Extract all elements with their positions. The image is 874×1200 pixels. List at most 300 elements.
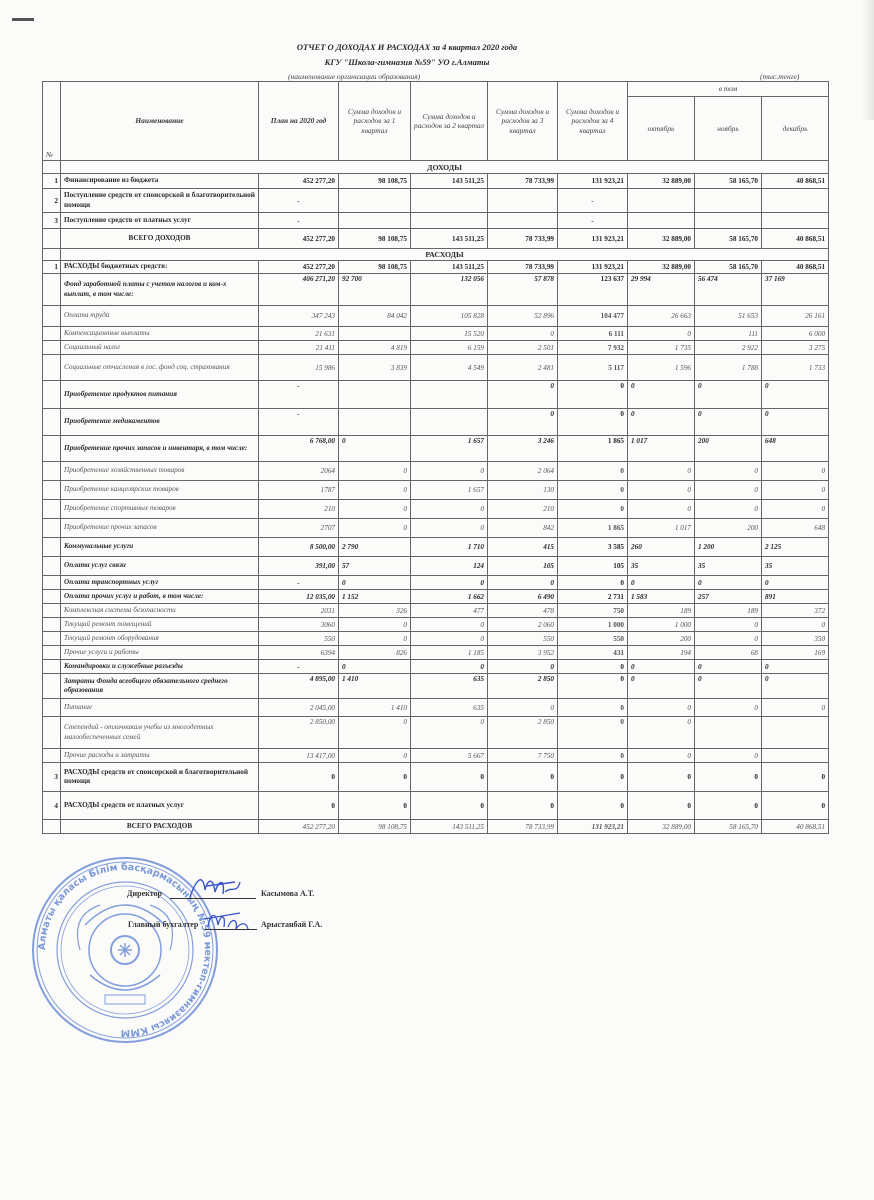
cell-plan: 2 045,00 (259, 699, 339, 717)
table-row (43, 792, 829, 820)
cell-dec: 2 125 (762, 538, 829, 557)
report-table (42, 81, 829, 834)
cell-q2: 0 (411, 519, 488, 538)
header-name: Наименование (61, 82, 259, 161)
row-name: РАСХОДЫ бюджетных средств: (61, 261, 259, 274)
cell-q4: 7 932 (558, 341, 628, 355)
header-no: № (43, 82, 61, 161)
cell-dec: 0 (762, 660, 829, 674)
cell-nov: 0 (695, 792, 762, 820)
cell-q3: 6 490 (488, 590, 558, 604)
cell-nov: 0 (695, 660, 762, 674)
row-name: Затраты Фонда всеобщего обязательного среднего образования (61, 674, 259, 699)
cell-q1: 4 819 (339, 341, 411, 355)
cell-q4: 1 000 (558, 618, 628, 632)
cell-dec: 26 161 (762, 306, 829, 327)
cell-q3: 0 (488, 327, 558, 341)
cell-oct: 32 889,00 (628, 261, 695, 274)
director-label: Директор (127, 889, 162, 898)
cell-plan: - (259, 409, 339, 436)
header-including: в том (628, 82, 829, 97)
cell-oct (628, 213, 695, 229)
accountant-signature (200, 905, 255, 935)
cell-nov: 58 165,70 (695, 261, 762, 274)
cell-q3: 2 850 (488, 717, 558, 749)
row-number: 3 (43, 213, 61, 229)
row-name: Комплексная система безопасности (61, 604, 259, 618)
header-q2: Сумма доходов и расходов за 2 квартал (411, 82, 488, 161)
cell-q1: 0 (339, 763, 411, 792)
cell-q1: 98 108,75 (339, 229, 411, 249)
row-name: Оплата труда (61, 306, 259, 327)
cell-plan: 452 277,20 (259, 229, 339, 249)
row-number: 3 (43, 763, 61, 792)
expense-total-row (43, 820, 829, 834)
cell-nov: 257 (695, 590, 762, 604)
cell-nov: 1 788 (695, 355, 762, 381)
cell-q2: 1 657 (411, 436, 488, 462)
cell-plan: 2707 (259, 519, 339, 538)
cell-q3: 78 733,99 (488, 261, 558, 274)
row-name: Текущий ремонт оборудования (61, 632, 259, 646)
cell-q1: 98 108,75 (339, 261, 411, 274)
cell-q2: 0 (411, 717, 488, 749)
cell-oct: 0 (628, 717, 695, 749)
row-number (43, 820, 61, 834)
stamp-text: Алматы қаласы Білім басқармасының №59 мектеп-гимназиясы КММ (36, 861, 214, 1039)
row-name: Компенсационные выплаты (61, 327, 259, 341)
cell-q4: 0 (558, 699, 628, 717)
table-body (43, 161, 829, 834)
cell-oct: 0 (628, 500, 695, 519)
cell-q2: 105 828 (411, 306, 488, 327)
row-name: Коммунальные услуги (61, 538, 259, 557)
cell-nov: 200 (695, 436, 762, 462)
cell-oct: 0 (628, 381, 695, 409)
cell-dec: 0 (762, 618, 829, 632)
cell-oct: 0 (628, 792, 695, 820)
cell-q3: 0 (488, 381, 558, 409)
cell-q2: 132 056 (411, 274, 488, 306)
cell-q2: 143 511,25 (411, 820, 488, 834)
cell-oct: 1 596 (628, 355, 695, 381)
cell-oct: 1 017 (628, 436, 695, 462)
cell-dec: 35 (762, 557, 829, 576)
cell-q2: 0 (411, 618, 488, 632)
cell-q4: 750 (558, 604, 628, 618)
cell-q1: 98 108,75 (339, 174, 411, 189)
cell-dec: 891 (762, 590, 829, 604)
cell-plan: 2031 (259, 604, 339, 618)
cell-q2: 143 511,25 (411, 174, 488, 189)
cell-q3: 2 060 (488, 618, 558, 632)
cell-q4: 0 (558, 576, 628, 590)
cell-dec: 40 868,51 (762, 229, 829, 249)
cell-q1: 57 (339, 557, 411, 576)
cell-q2: 635 (411, 699, 488, 717)
cell-q3: 52 896 (488, 306, 558, 327)
cell-q3: 78 733,99 (488, 820, 558, 834)
row-name: Приобретение канцелярских товаров (61, 481, 259, 500)
cell-q4: 0 (558, 792, 628, 820)
cell-q3: 78 733,99 (488, 174, 558, 189)
table-row (43, 409, 829, 436)
table-row (43, 519, 829, 538)
cell-dec: 169 (762, 646, 829, 660)
cell-q2: 0 (411, 792, 488, 820)
cell-dec: 0 (762, 409, 829, 436)
cell-q3: 7 750 (488, 749, 558, 763)
cell-q2 (411, 189, 488, 213)
row-name: Прочие услуги и работы (61, 646, 259, 660)
row-number (43, 381, 61, 409)
cell-nov: 0 (695, 632, 762, 646)
cell-oct: 1 735 (628, 341, 695, 355)
cell-plan: - (259, 213, 339, 229)
table-row (43, 660, 829, 674)
cell-oct: 32 889,00 (628, 820, 695, 834)
cell-dec (762, 717, 829, 749)
cell-dec: 40 868,51 (762, 820, 829, 834)
cell-q2: 635 (411, 674, 488, 699)
cell-oct: 189 (628, 604, 695, 618)
header-oct: октябрь (628, 96, 695, 160)
cell-oct: 260 (628, 538, 695, 557)
cell-q4: - (558, 213, 628, 229)
cell-dec: 0 (762, 381, 829, 409)
cell-nov: 58 165,70 (695, 229, 762, 249)
row-name: ВСЕГО ДОХОДОВ (61, 229, 259, 249)
cell-q4: 0 (558, 409, 628, 436)
cell-q4: 0 (558, 462, 628, 481)
table-row (43, 538, 829, 557)
cell-oct: 1 000 (628, 618, 695, 632)
cell-q2 (411, 213, 488, 229)
row-name: Прочие расходы и затраты (61, 749, 259, 763)
cell-nov: 0 (695, 462, 762, 481)
cell-plan: 3060 (259, 618, 339, 632)
table-row (43, 355, 829, 381)
cell-dec: 0 (762, 481, 829, 500)
cell-plan: 452 277,20 (259, 820, 339, 834)
table-row (43, 213, 829, 229)
table-row (43, 174, 829, 189)
cell-q2: 0 (411, 462, 488, 481)
cell-dec: 3 275 (762, 341, 829, 355)
cell-dec: 0 (762, 576, 829, 590)
table-row (43, 481, 829, 500)
table-row (43, 261, 829, 274)
row-number: 1 (43, 261, 61, 274)
cell-nov: 0 (695, 674, 762, 699)
cell-q1 (339, 213, 411, 229)
row-name: Оплата услуг связи (61, 557, 259, 576)
cell-q1 (339, 409, 411, 436)
cell-oct: 0 (628, 660, 695, 674)
row-name: Приобретение медикаментов (61, 409, 259, 436)
row-number (43, 229, 61, 249)
cell-q4: 0 (558, 763, 628, 792)
cell-dec: 40 868,51 (762, 261, 829, 274)
cell-q1: 1 410 (339, 699, 411, 717)
table-row (43, 436, 829, 462)
cell-q1 (339, 381, 411, 409)
cell-plan: 6 768,00 (259, 436, 339, 462)
cell-q2: 1 710 (411, 538, 488, 557)
row-name: Командировки и служебные разъезды (61, 660, 259, 674)
cell-nov: 56 474 (695, 274, 762, 306)
cell-dec (762, 189, 829, 213)
table-row (43, 618, 829, 632)
cell-q4: 0 (558, 381, 628, 409)
row-number (43, 604, 61, 618)
cell-q1: 0 (339, 792, 411, 820)
row-number (43, 500, 61, 519)
director-name: Касымова А.Т. (261, 889, 315, 898)
row-name: Фонд заработной платы с учетом налогов и ком-х выплат, в том числе: (61, 274, 259, 306)
row-number (43, 519, 61, 538)
cell-q2: 0 (411, 576, 488, 590)
director-signature (185, 872, 245, 902)
section-row-expense (43, 249, 829, 261)
cell-nov: 68 (695, 646, 762, 660)
cell-q4: 5 117 (558, 355, 628, 381)
row-name: Питание (61, 699, 259, 717)
table-row (43, 699, 829, 717)
cell-q3: 3 246 (488, 436, 558, 462)
cell-q4: 131 923,21 (558, 820, 628, 834)
cell-q4: 1 865 (558, 436, 628, 462)
cell-oct: 1 583 (628, 590, 695, 604)
cell-q1: 2 790 (339, 538, 411, 557)
cell-q4: - (558, 189, 628, 213)
table-row (43, 500, 829, 519)
table-row (43, 749, 829, 763)
row-number (43, 674, 61, 699)
cell-q4: 0 (558, 674, 628, 699)
row-name: Оплата прочих услуг и работ, в том числе: (61, 590, 259, 604)
row-number: 4 (43, 792, 61, 820)
cell-nov: 0 (695, 409, 762, 436)
header-q3: Сумма доходов и расходов за 3 квартал (488, 82, 558, 161)
cell-plan: 550 (259, 632, 339, 646)
cell-q3: 0 (488, 763, 558, 792)
row-name: Социальные отчисления в гос. фонд соц. страхования (61, 355, 259, 381)
cell-nov: 0 (695, 618, 762, 632)
cell-q2 (411, 409, 488, 436)
cell-q2: 477 (411, 604, 488, 618)
table-row (43, 646, 829, 660)
row-number (43, 717, 61, 749)
cell-nov: 58 165,70 (695, 820, 762, 834)
cell-plan: 2 850,00 (259, 717, 339, 749)
cell-plan: 0 (259, 763, 339, 792)
cell-q3: 78 733,99 (488, 229, 558, 249)
cell-q3: 3 952 (488, 646, 558, 660)
table-row (43, 717, 829, 749)
table-row (43, 274, 829, 306)
table-row (43, 557, 829, 576)
row-number (43, 481, 61, 500)
cell-q2: 0 (411, 632, 488, 646)
row-number (43, 618, 61, 632)
row-name: Приобретение прочих запасов (61, 519, 259, 538)
cell-dec: 0 (762, 763, 829, 792)
cell-q2: 4 549 (411, 355, 488, 381)
cell-plan: 406 271,20 (259, 274, 339, 306)
income-total-row (43, 229, 829, 249)
cell-dec (762, 213, 829, 229)
cell-q1: 0 (339, 717, 411, 749)
table-row (43, 674, 829, 699)
cell-dec (762, 749, 829, 763)
cell-dec: 40 868,51 (762, 174, 829, 189)
row-number (43, 699, 61, 717)
cell-plan: - (259, 660, 339, 674)
row-name: Приобретение спортивных товаров (61, 500, 259, 519)
row-number (43, 341, 61, 355)
cell-nov (695, 189, 762, 213)
cell-dec: 0 (762, 674, 829, 699)
cell-oct: 0 (628, 576, 695, 590)
header-dec: декабрь (762, 96, 829, 160)
cell-nov: 0 (695, 576, 762, 590)
cell-q4: 2 731 (558, 590, 628, 604)
accountant-label: Главный бухгалтер (128, 920, 199, 929)
cell-plan: 12 035,00 (259, 590, 339, 604)
row-number: 2 (43, 189, 61, 213)
section-income-label: ДОХОДЫ (61, 161, 829, 174)
row-number (43, 355, 61, 381)
table-row (43, 341, 829, 355)
header-nov: ноябрь (695, 96, 762, 160)
row-number (43, 590, 61, 604)
cell-oct: 194 (628, 646, 695, 660)
cell-oct (628, 189, 695, 213)
cell-plan: 2064 (259, 462, 339, 481)
cell-dec: 37 169 (762, 274, 829, 306)
cell-oct: 0 (628, 409, 695, 436)
cell-nov: 0 (695, 699, 762, 717)
cell-plan: 452 277,20 (259, 261, 339, 274)
cell-q4: 0 (558, 500, 628, 519)
row-name: РАСХОДЫ средств от платных услуг (61, 792, 259, 820)
cell-dec: 6 000 (762, 327, 829, 341)
cell-plan: 391,00 (259, 557, 339, 576)
cell-q4: 123 637 (558, 274, 628, 306)
row-name: Текущий ремонт помещений (61, 618, 259, 632)
table-row (43, 327, 829, 341)
cell-oct: 26 663 (628, 306, 695, 327)
table-row (43, 590, 829, 604)
cell-dec: 0 (762, 462, 829, 481)
cell-plan: - (259, 381, 339, 409)
row-number (43, 306, 61, 327)
cell-q4: 0 (558, 749, 628, 763)
cell-q1: 826 (339, 646, 411, 660)
cell-q3: 105 (488, 557, 558, 576)
cell-plan: 15 986 (259, 355, 339, 381)
cell-plan: 1787 (259, 481, 339, 500)
organization-caption: (наименование организации образования) (288, 72, 421, 81)
cell-q1: 84 042 (339, 306, 411, 327)
row-number (43, 646, 61, 660)
cell-q2: 143 511,25 (411, 229, 488, 249)
cell-oct: 0 (628, 763, 695, 792)
cell-dec: 1 733 (762, 355, 829, 381)
cell-q2: 0 (411, 660, 488, 674)
cell-oct: 1 017 (628, 519, 695, 538)
cell-oct: 200 (628, 632, 695, 646)
cell-q4: 6 111 (558, 327, 628, 341)
cell-q2: 6 159 (411, 341, 488, 355)
section-expense-label: РАСХОДЫ (61, 249, 829, 261)
row-number (43, 576, 61, 590)
cell-nov: 189 (695, 604, 762, 618)
cell-plan: 21 411 (259, 341, 339, 355)
cell-nov: 0 (695, 381, 762, 409)
table-row (43, 462, 829, 481)
table-row (43, 189, 829, 213)
cell-plan: 6394 (259, 646, 339, 660)
cell-q1: 326 (339, 604, 411, 618)
table-row (43, 763, 829, 792)
row-name: ВСЕГО РАСХОДОВ (61, 820, 259, 834)
cell-q1: 0 (339, 660, 411, 674)
cell-q2: 15 520 (411, 327, 488, 341)
cell-nov: 0 (695, 749, 762, 763)
cell-oct: 0 (628, 481, 695, 500)
cell-q1 (339, 189, 411, 213)
row-name: Поступление средств от спонсорской и благотворительной помощи (61, 189, 259, 213)
row-number (43, 409, 61, 436)
cell-q1: 3 839 (339, 355, 411, 381)
cell-nov (695, 213, 762, 229)
header-q4: Сумма доходов и расходов за 4 квартал (558, 82, 628, 161)
cell-nov: 2 922 (695, 341, 762, 355)
cell-nov: 200 (695, 519, 762, 538)
cell-q3: 550 (488, 632, 558, 646)
cell-oct: 35 (628, 557, 695, 576)
cell-q3: 0 (488, 660, 558, 674)
row-name: Оплата транспортных услуг (61, 576, 259, 590)
cell-nov: 51 653 (695, 306, 762, 327)
cell-dec: 648 (762, 436, 829, 462)
cell-dec: 0 (762, 500, 829, 519)
cell-dec: 350 (762, 632, 829, 646)
cell-q3: 0 (488, 409, 558, 436)
cell-plan: - (259, 189, 339, 213)
row-number (43, 274, 61, 306)
cell-q3: 2 064 (488, 462, 558, 481)
cell-dec: 372 (762, 604, 829, 618)
cell-q3: 130 (488, 481, 558, 500)
cell-q1: 1 410 (339, 674, 411, 699)
cell-q4: 0 (558, 481, 628, 500)
row-number (43, 327, 61, 341)
cell-nov: 1 200 (695, 538, 762, 557)
cell-dec: 0 (762, 699, 829, 717)
row-name: Приобретение хозяйственных товаров (61, 462, 259, 481)
cell-nov: 58 165,70 (695, 174, 762, 189)
table-row (43, 576, 829, 590)
cell-q1: 0 (339, 749, 411, 763)
cell-plan: - (259, 576, 339, 590)
cell-q1: 92 700 (339, 274, 411, 306)
cell-nov (695, 717, 762, 749)
row-number (43, 632, 61, 646)
cell-q3: 0 (488, 699, 558, 717)
